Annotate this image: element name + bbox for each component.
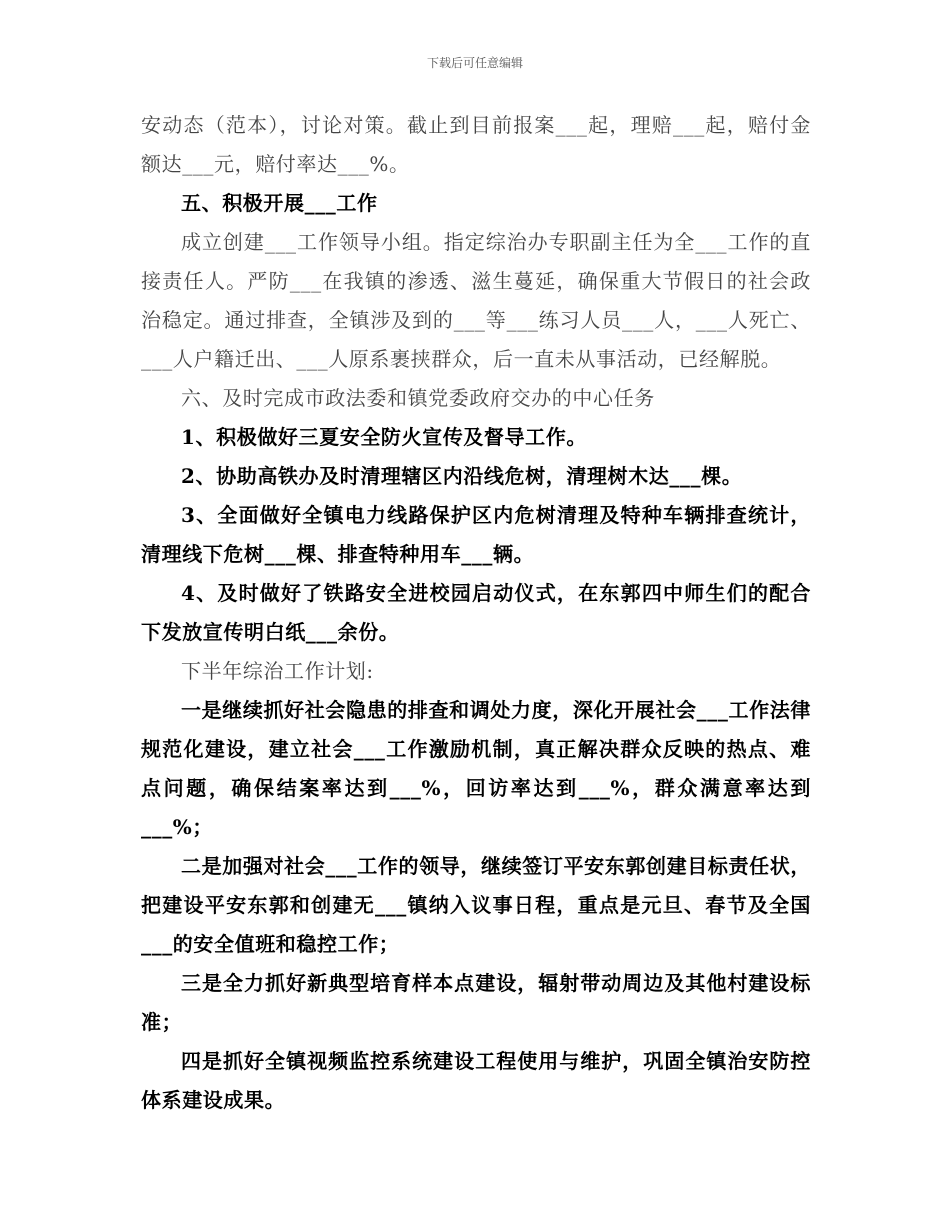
list-item-1: 1、积极做好三夏安全防火宣传及督导工作。 bbox=[181, 425, 587, 449]
document-body bbox=[141, 106, 811, 1120]
plan-heading: 下半年综治工作计划: bbox=[181, 659, 374, 683]
plan-item-2: 二是加强对社会___工作的领导，继续签订平安东郭创建目标责任状，把建设平安东郭和创建无___镇纳入议事日程，重点是元旦、春节及全国___的安全值班和稳控工作； bbox=[141, 854, 811, 956]
list-item-4: 4、及时做好了铁路安全进校园启动仪式，在东郭四中师生们的配合下发放宣传明白纸___余份。 bbox=[141, 581, 811, 644]
page-header: 下载后可任意编辑 bbox=[426, 56, 523, 70]
list-item-2: 2、协助高铁办及时清理辖区内沿线危树，清理树木达___棵。 bbox=[181, 464, 743, 488]
section-heading-6: 六、及时完成市政法委和镇党委政府交办的中心任务 bbox=[181, 386, 655, 410]
paragraph-continuation: 安动态（范本），讨论对策。截止到目前报案___起，理赔___起，赔付金额达___元，赔付率达___%。 bbox=[141, 113, 811, 176]
plan-item-4: 四是抓好全镇视频监控系统建设工程使用与维护，巩固全镇治安防控体系建设成果。 bbox=[141, 1049, 811, 1112]
paragraph-section-5: 成立创建___工作领导小组。指定综治办专职副主任为全___工作的直接责任人。严防___在我镇的渗透、滋生蔓延，确保重大节假日的社会政治稳定。通过排查，全镇涉及到的___等___练习人员___人，___人死亡、___人户籍迁出、___人原系裹挟群众，后一直未从事活动，已经解脱。 bbox=[141, 230, 811, 371]
list-item-3: 3、全面做好全镇电力线路保护区内危树清理及特种车辆排查统计，清理线下危树___棵、排查特种用车___辆。 bbox=[141, 503, 811, 566]
plan-item-3: 三是全力抓好新典型培育样本点建设，辐射带动周边及其他村建设标准； bbox=[141, 971, 811, 1034]
section-heading-5: 五、积极开展___工作 bbox=[181, 191, 378, 215]
plan-item-1: 一是继续抓好社会隐患的排查和调处力度，深化开展社会___工作法律规范化建设，建立社会___工作激励机制，真正解决群众反映的热点、难点问题，确保结案率达到___%，回访率达到___%，群众满意率达到___%； bbox=[141, 698, 811, 839]
